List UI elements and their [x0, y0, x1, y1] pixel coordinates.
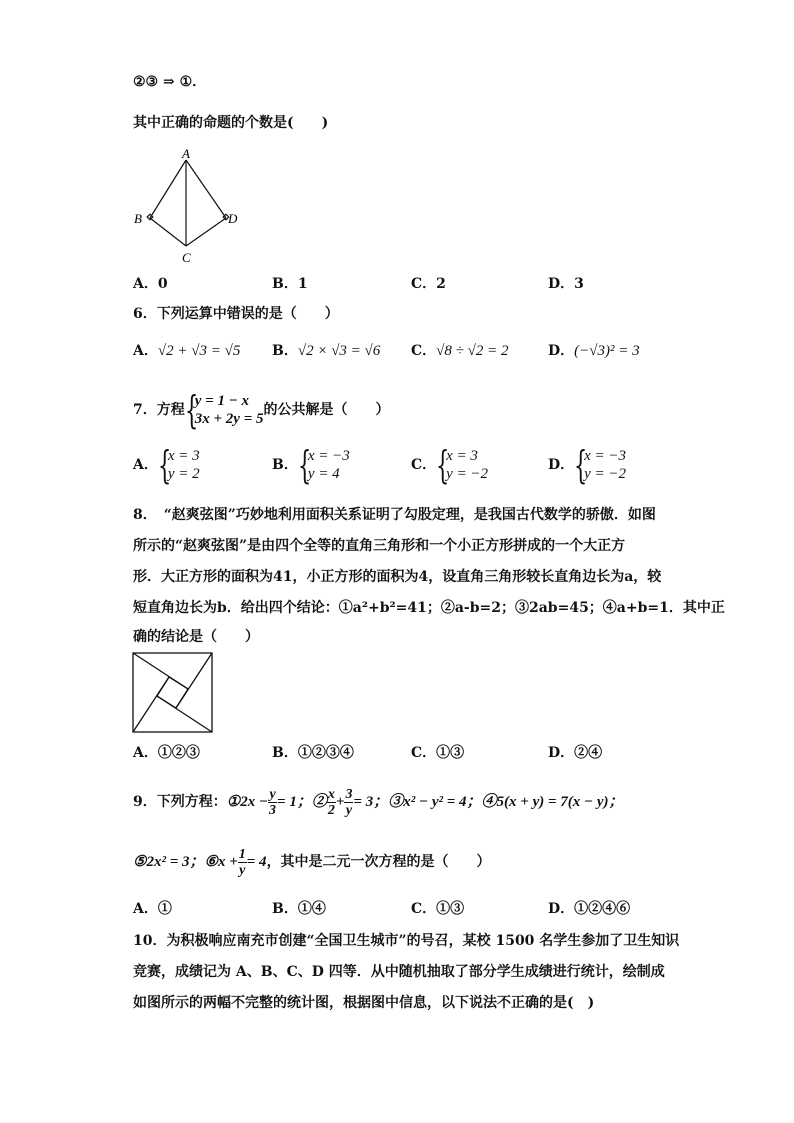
- q5-option-b[interactable]: B．1: [272, 276, 308, 292]
- q5-option-a[interactable]: A．0: [133, 276, 168, 292]
- q8-option-b[interactable]: B．①②③④: [272, 745, 354, 761]
- q9-option-d[interactable]: D．①②④⑥: [548, 901, 631, 917]
- q6-option-b[interactable]: B．√2 × √3 = √6: [272, 343, 381, 359]
- kite-edge-bc: [150, 218, 186, 246]
- q7-option-a[interactable]: A． { x = 3 y = 2: [133, 443, 200, 487]
- q9-line-2: ⑤2x² = 3；⑥x + $\frac{1}{y}$ = 4，其中是二元一次方程的是（ ）: [133, 846, 491, 878]
- q6-option-c[interactable]: C．√8 ÷ √2 = 2: [411, 343, 509, 359]
- zhao-shuang-figure: [132, 652, 214, 734]
- q10-line-3: 如图所示的两幅不完整的统计图，根据图中信息，以下说法不正确的是( ): [133, 995, 595, 1011]
- q6-stem: 6．下列运算中错误的是（ ）: [133, 306, 339, 322]
- label-a: A: [182, 146, 190, 161]
- q7-stem: 7．方程 { y = 1 − x 3x + 2y = 5 的公共解是（ ）: [133, 388, 390, 432]
- q9-option-a[interactable]: A．①: [133, 901, 172, 917]
- q8-option-d[interactable]: D．②④: [548, 745, 603, 761]
- q8-line-4: 短直角边长为b．给出四个结论：①a²+b²=41；②a-b=2；③2ab=45；④a+b=1．其中正: [133, 600, 725, 616]
- q10-line-1: 10．为积极响应南充市创建“全国卫生城市”的号召，某校 1500 名学生参加了卫生知识: [133, 933, 680, 949]
- q7-equation-system: { y = 1 − x 3x + 2y = 5: [184, 388, 264, 432]
- q6-option-a[interactable]: A．√2 + √3 = √5: [133, 343, 241, 359]
- q8-line-2: 所示的“赵爽弦图”是由四个全等的直角三角形和一个小正方形拼成的一个大正方: [133, 538, 626, 554]
- q8-option-a[interactable]: A．①②③: [133, 745, 200, 761]
- label-d: D: [228, 211, 238, 226]
- kite-edge-dc: [186, 218, 226, 246]
- q9-line-1: 9．下列方程：①2x − $\frac{y}{3}$ = 1；② $\frac{x}{2}$ + $\frac{3}{y}$ = 3；③x² − y² = 4；④5(x + y) = 7(x − y)；: [133, 786, 624, 818]
- q5-tail: ②③ ⇒ ①．: [133, 74, 207, 90]
- q5-option-d[interactable]: D．3: [548, 276, 584, 292]
- inner-square: [157, 677, 188, 708]
- q9-option-c[interactable]: C．①③: [411, 901, 465, 917]
- kite-edge-ab: [150, 160, 186, 218]
- q6-option-d[interactable]: D．(−√3)² = 3: [548, 343, 640, 359]
- label-c: C: [182, 250, 191, 264]
- q7-option-b[interactable]: B． { x = −3 y = 4: [272, 443, 350, 487]
- q5-kite-figure: [128, 146, 248, 264]
- q8-line-1: 8． “赵爽弦图”巧妙地利用面积关系证明了勾股定理，是我国古代数学的骄傲．如图: [133, 507, 656, 523]
- outer-square: [133, 653, 212, 732]
- q7-option-d[interactable]: D． { x = −3 y = −2: [548, 443, 627, 487]
- q8-option-c[interactable]: C．①③: [411, 745, 465, 761]
- q7-option-c[interactable]: C． { x = 3 y = −2: [411, 443, 489, 487]
- q10-line-2: 竞赛，成绩记为 A、B、C、D 四等．从中随机抽取了部分学生成绩进行统计，绘制成: [133, 964, 665, 980]
- label-b: B: [134, 211, 142, 226]
- q5-option-c[interactable]: C．2: [411, 276, 446, 292]
- kite-edge-ad: [186, 160, 226, 218]
- q8-line-5: 确的结论是（ ）: [133, 629, 259, 645]
- q8-line-3: 形．大正方形的面积为41，小正方形的面积为4，设直角三角形较长直角边长为a，较: [133, 569, 662, 585]
- q5-stem: 其中正确的命题的个数是( ): [133, 115, 329, 131]
- q9-option-b[interactable]: B．①④: [272, 901, 326, 917]
